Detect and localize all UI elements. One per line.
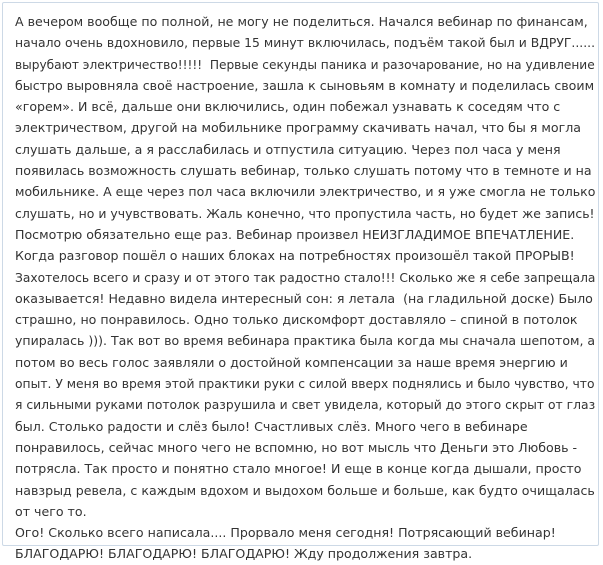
text-line: БЛАГОДАРЮ! БЛАГОДАРЮ! БЛАГОДАРЮ! Жду продолжения завтра.	[15, 546, 473, 562]
text-line: был. Столько радости и слёз было! Счастливых слёз. Много чего в вебинаре	[15, 418, 528, 434]
text-line: страшно, но понравилось. Одно только дискомфорт доставляло – спиной в потолок	[15, 312, 578, 328]
text-line: Ого! Сколько всего написала.... Прорвало меня сегодня! Потрясающий вебинар!	[15, 525, 556, 541]
text-line: А вечером вообще по полной, не могу не поделиться. Начался вебинар по финансам,	[15, 14, 588, 29]
comment-text	[15, 11, 595, 565]
text-line: Захотелось всего и сразу и от этого так радостно стало!!! Сколько же я себе запрещала	[15, 269, 596, 285]
text-line: начало очень вдохновило, первые 15 минут включилась, подъём такой был и ВДРУГ......	[15, 35, 596, 51]
text-line: упиралась ))). Так вот во время вебинара практика была когда мы сначала шепотом, а	[15, 333, 596, 349]
comment-container	[2, 2, 599, 562]
text-line: потом во весь голос заявляли о достойной компенсации за наше время энергию и	[15, 354, 568, 370]
text-line: слушать, но и учувствовать. Жаль конечно, что пропустила часть, но будет же запись!	[15, 205, 595, 221]
text-line: слушать дальше, а я расслабилась и отпустила ситуацию. Через пол часа у меня	[15, 141, 561, 157]
text-line: потрясла. Так просто и понятно стало многое! И еще в конце когда дышали, просто	[15, 461, 582, 477]
text-line: Когда разговор пошёл о наших блоках на потребностях произошёл такой ПРОРЫВ!	[15, 248, 575, 264]
text-line: навзрыд ревела, с каждым вдохом и выдохом больше и больше, как будто очищалась	[15, 482, 595, 498]
text-line: Посмотрю обязательно еще раз. Вебинар произвел НЕИЗГЛАДИМОЕ ВПЕЧАТЛЕНИЕ.	[15, 226, 575, 242]
text-line: понравилось, сейчас много чего не вспомню, но вот мысль что Деньги это Любовь -	[15, 439, 578, 455]
text-line: оказывается! Недавно видела интересный сон: я летала (на гладильной доске) Было	[15, 290, 593, 306]
text-line: «горем». И всё, дальше они включились, один побежал узнавать к соседям что с	[15, 99, 561, 115]
text-line: мобильнике. А еще через пол часа включили электричество, и я уже смогла не только	[15, 184, 596, 200]
text-line: вырубают электричество!!!!! Первые секунды паника и разочарование, но на удивление	[15, 56, 595, 72]
text-line: появилась возможность слушать вебинар, только слушать потому что в темноте и на	[15, 163, 592, 179]
text-line: от чего то.	[15, 503, 87, 519]
text-line: я сильными руками потолок разрушила и свет увидела, который до этого скрыт от глаз	[15, 397, 596, 413]
text-line: электричеством, другой на мобильнике программу скачивать начал, что бы я могла	[15, 120, 581, 136]
text-line: быстро выровняла своё настроение, зашла к сыновьям в комнату и поделилась своим	[15, 77, 595, 93]
text-line: опыт. У меня во время этой практики руки с силой вверх поднялись и было чувство, что	[15, 376, 595, 392]
